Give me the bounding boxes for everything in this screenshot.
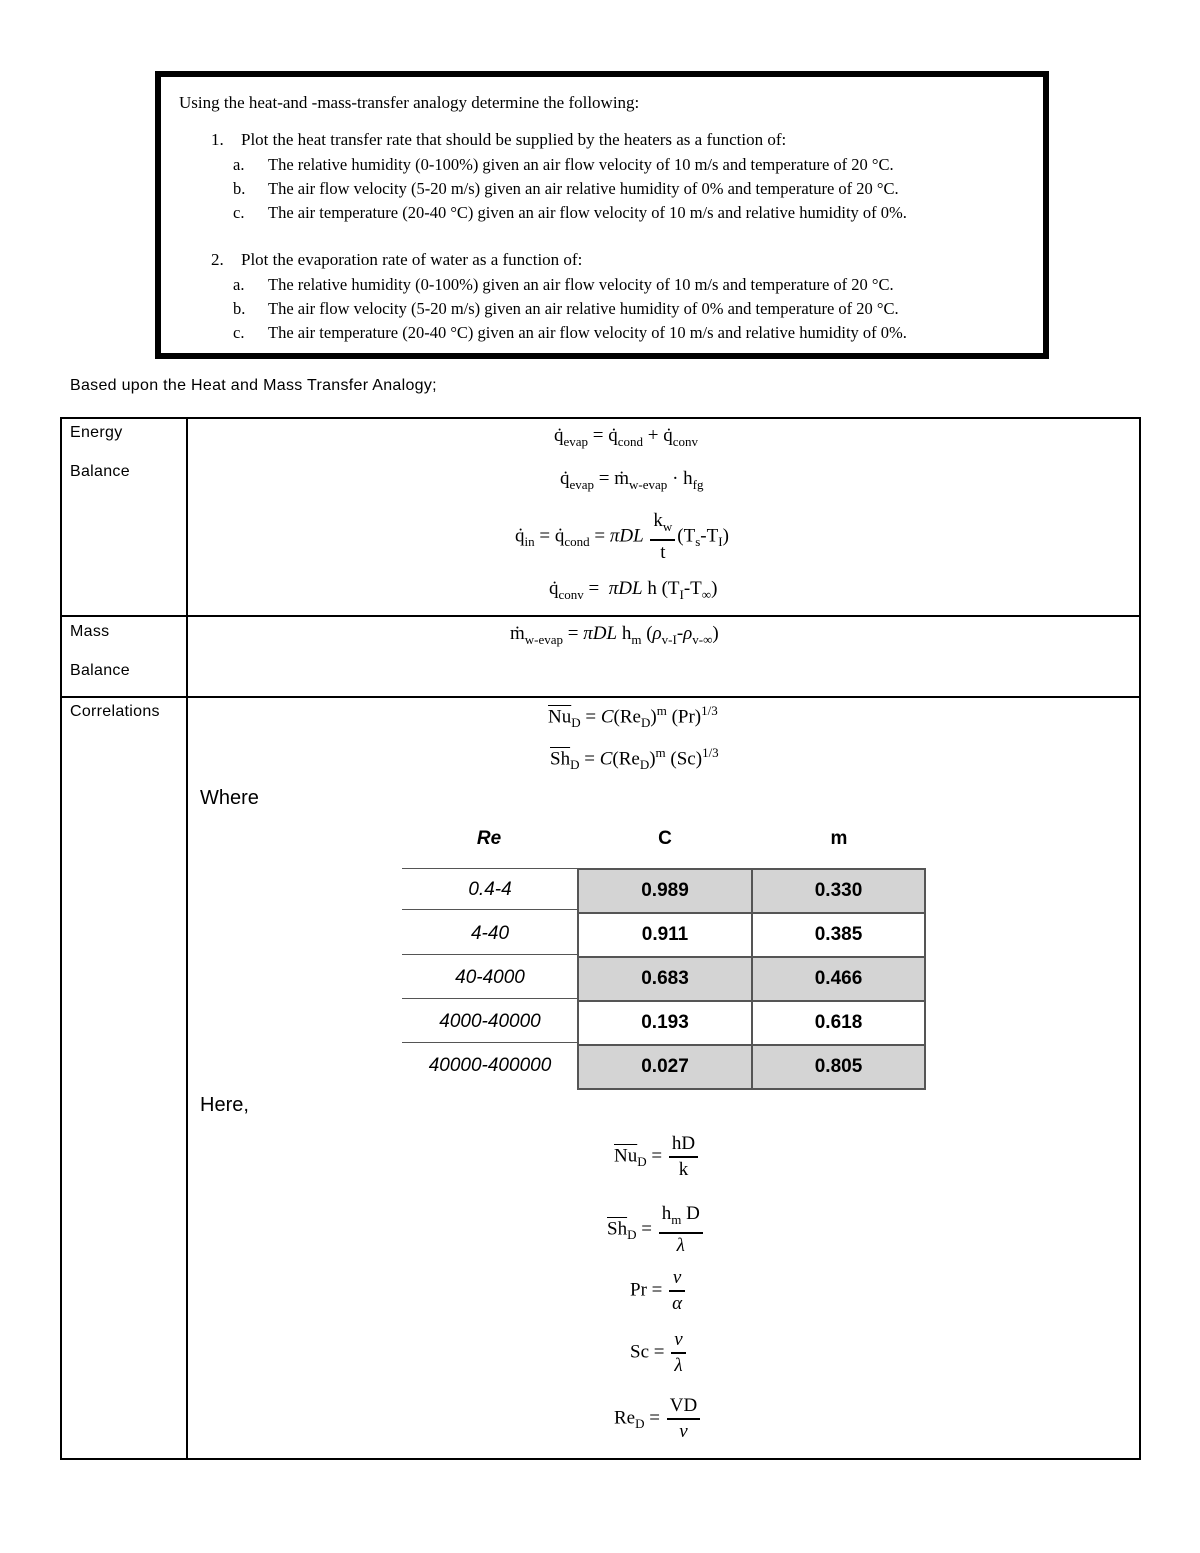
- here-label: Here,: [200, 1094, 249, 1116]
- equation-energy-balance: $q̇_{evap}$ = $q̇_{cond}$ + $q̇_{conv}$: [554, 425, 699, 449]
- item-text: The air flow velocity (5-20 m/s) given an air relative humidity of 0% and temperature of 20 °C.: [268, 299, 899, 318]
- table-cell-c: 0.911: [577, 912, 753, 958]
- equation-reynolds-definition: $Re_D$ = $\frac{VD}{\nu}$: [614, 1394, 702, 1444]
- item-letter: a.: [233, 155, 245, 174]
- item-text: The relative humidity (0-100%) given an air flow velocity of 10 m/s and temperature of 20 °C.: [268, 155, 894, 174]
- problem-intro: Using the heat-and -mass-transfer analogy determine the following:: [179, 93, 640, 112]
- table-cell-m: 0.385: [751, 912, 926, 958]
- label-line: Mass: [70, 623, 110, 640]
- header-re: Re: [476, 828, 502, 849]
- mass-balance-label: [70, 612, 130, 690]
- label-line: Balance: [70, 662, 130, 679]
- item-letter: a.: [233, 275, 245, 294]
- equation-convection: $q̇_{conv} = \pi DL$ h $(T_I-T_\infty)$: [549, 578, 718, 602]
- item-letter: c.: [233, 323, 245, 342]
- item-letter: c.: [233, 203, 245, 222]
- energy-balance-label: [70, 413, 130, 491]
- equation-schmidt-definition: Sc = $\frac{\nu}{\lambda}$: [630, 1328, 688, 1378]
- task-1-item-b: [233, 179, 899, 199]
- table-cell-m: 0.466: [751, 956, 926, 1002]
- task-2: [211, 250, 582, 270]
- item-text: The relative humidity (0-100%) given an air flow velocity of 10 m/s and temperature of 20 °C.: [268, 275, 894, 294]
- table-cell-c: 0.683: [577, 956, 753, 1002]
- header-c: C: [658, 828, 672, 849]
- item-letter: b.: [233, 179, 246, 198]
- task-2-item-b: [233, 299, 899, 319]
- table-cell-m: 0.330: [751, 868, 926, 914]
- table-border-left: [60, 417, 62, 1460]
- analogy-intro-text: Based upon the Heat and Mass Transfer Analogy;: [70, 377, 437, 394]
- table-cell-re: 4-40: [402, 913, 578, 955]
- table-cell-c: 0.027: [577, 1044, 753, 1090]
- task-text: Plot the evaporation rate of water as a function of:: [241, 250, 583, 269]
- table-cell-re: 0.4-4: [402, 868, 578, 910]
- label-line: Balance: [70, 463, 130, 480]
- item-text: The air temperature (20-40 °C) given an air flow velocity of 10 m/s and relative humidity of 0%.: [268, 203, 907, 222]
- correlations-label: Correlations: [70, 703, 160, 720]
- task-number: 1.: [211, 130, 224, 149]
- problem-box: [155, 71, 1049, 359]
- equation-sherwood-definition: $\overline{Sh}_D$ = $\frac{h_m D}{\lambda}$: [607, 1202, 705, 1258]
- column-divider: [186, 417, 188, 1460]
- table-cell-m: 0.618: [751, 1000, 926, 1046]
- task-text: Plot the heat transfer rate that should be supplied by the heaters as a function of:: [241, 130, 787, 149]
- task-number: 2.: [211, 250, 224, 269]
- task-2-item-c: [233, 323, 907, 343]
- table-border-right: [1139, 417, 1141, 1460]
- table-cell-re: 40-4000: [402, 957, 578, 999]
- table-cell-re: 4000-40000: [402, 1001, 578, 1043]
- table-cell-c: 0.989: [577, 868, 753, 914]
- equation-sherwood-correlation: $\overline{Sh}_D = C(Re_D)^m$ $(Sc)^{1/3}$: [550, 745, 719, 773]
- equation-evap-heat: $q̇_{evap}$ = ṁ$_{w-evap}$ · $h_{fg}$: [560, 468, 704, 492]
- task-1: [211, 130, 786, 150]
- label-line: Energy: [70, 424, 123, 441]
- equation-prandtl-definition: Pr = $\frac{\nu}{\alpha}$: [630, 1266, 687, 1316]
- row-divider: [60, 615, 1141, 617]
- table-cell-m: 0.805: [751, 1044, 926, 1090]
- table-cell-c: 0.193: [577, 1000, 753, 1046]
- row-divider: [60, 696, 1141, 698]
- header-m: m: [830, 828, 848, 849]
- task-1-item-c: [233, 203, 907, 223]
- task-1-item-a: [233, 155, 894, 175]
- equation-conduction: $q̇_{in}$ = $q̇_{cond} = \pi DL$ $\frac{k_w}{t}$ $(T_s-T_I)$: [515, 510, 729, 563]
- item-text: The air temperature (20-40 °C) given an air flow velocity of 10 m/s and relative humidity of 0%.: [268, 323, 907, 342]
- table-cell-re: 40000-400000: [428, 1055, 552, 1076]
- task-2-item-a: [233, 275, 894, 295]
- table-border-bottom: [60, 1458, 1141, 1460]
- equation-nusselt-definition: $\overline{Nu}_D$ = $\frac{hD}{k}$: [614, 1132, 700, 1182]
- item-letter: b.: [233, 299, 246, 318]
- item-text: The air flow velocity (5-20 m/s) given an air relative humidity of 0% and temperature of 20 °C.: [268, 179, 899, 198]
- table-border-top: [60, 417, 1141, 419]
- equation-nusselt-correlation: $\overline{Nu}_D = C(Re_D)^m$ $(Pr)^{1/3}$: [548, 703, 718, 731]
- where-label: Where: [200, 787, 259, 809]
- equation-mass-balance: ṁ$_{w-evap}$ = πDL $h_m$ $(\rho_{v-I}-\rho_{v-\infty})$: [510, 623, 719, 647]
